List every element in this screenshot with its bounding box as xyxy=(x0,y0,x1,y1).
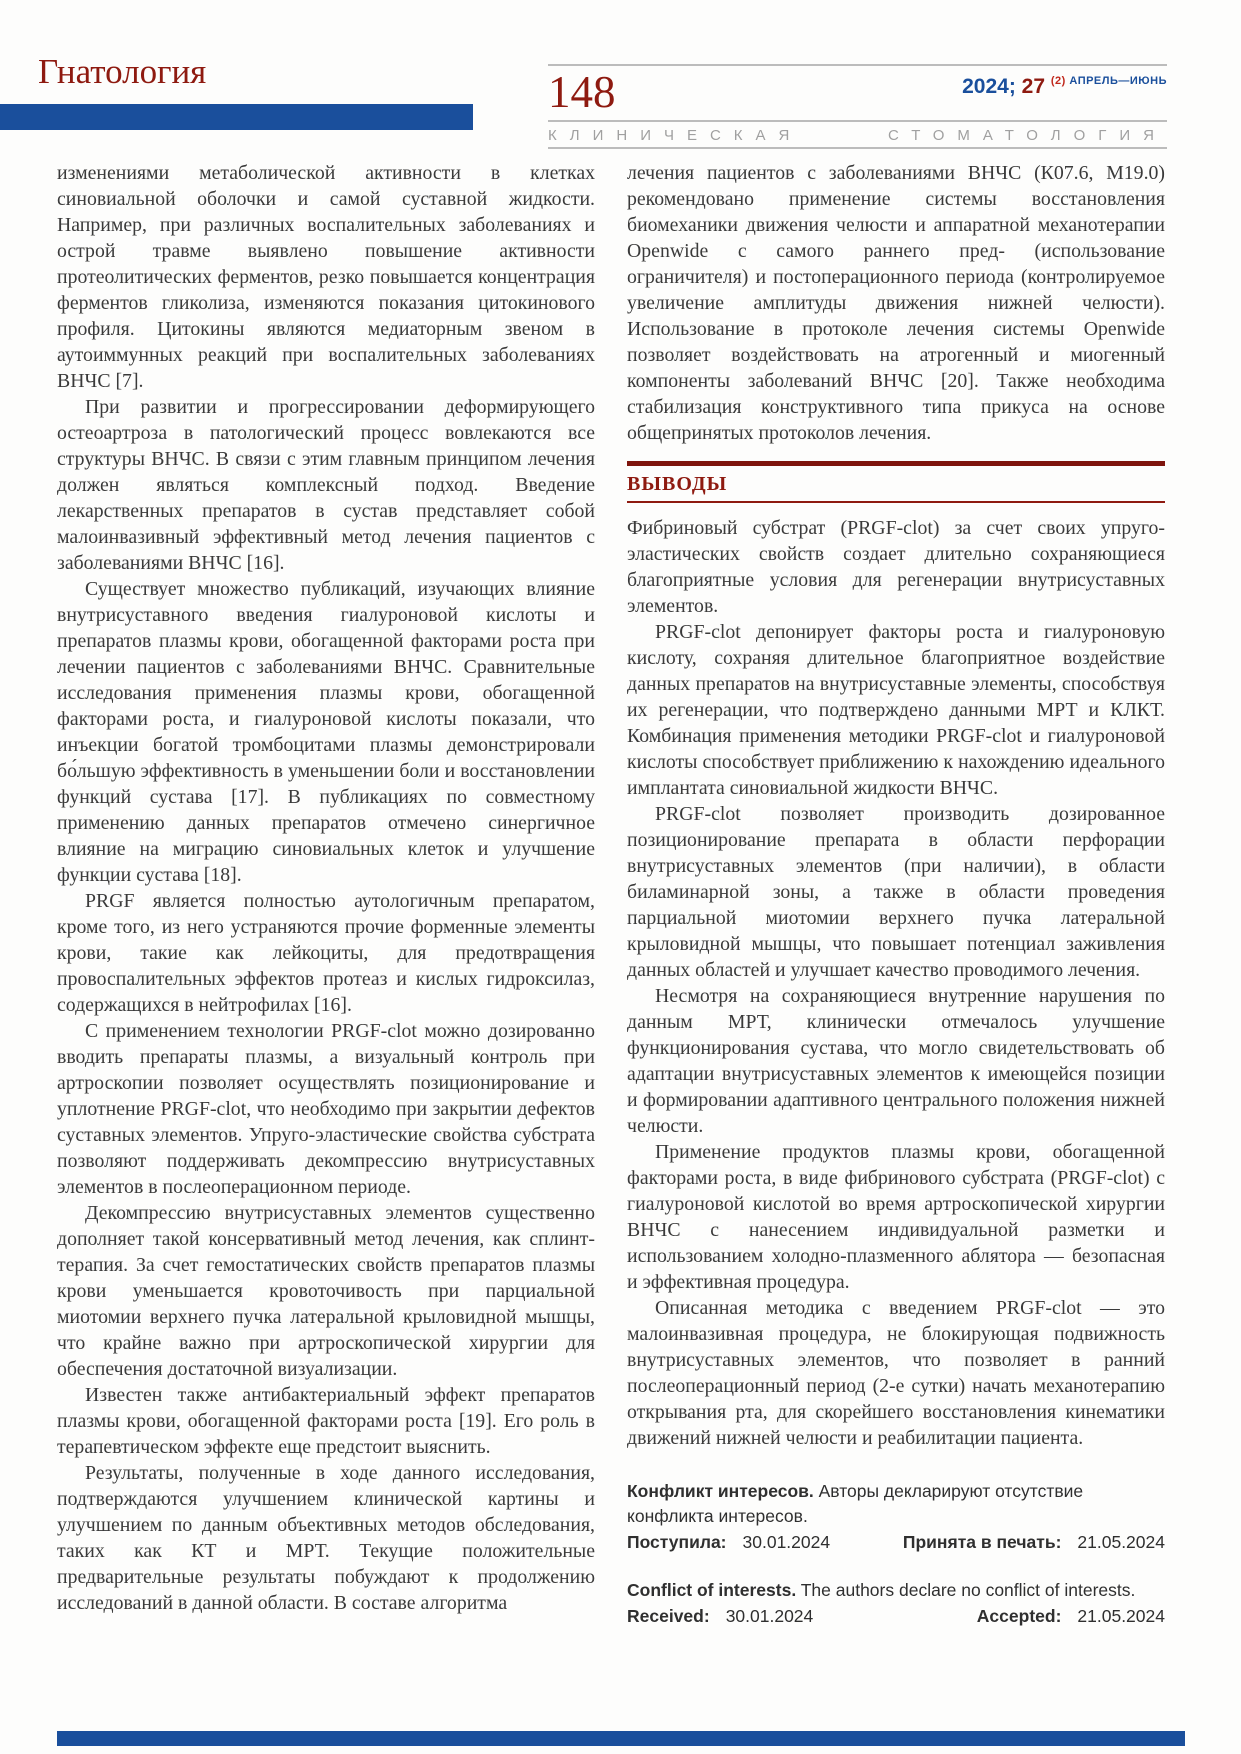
dates-row-en xyxy=(627,1604,1165,1629)
header-masthead xyxy=(548,64,1167,149)
paragraph: С применением технологии PRGF-clot можно дозированно вводить препараты плазмы, а визуальный контроль при артроскопии позволяет осуществлять позиционирование и уплотнение PRGF-clot, что необходимо при закрытии дефектов суставных элементов. Упруго-эластические свойства субстрата позволяют поддерживать декомпрессию внутрисуставных элементов в послеоперационном периоде. xyxy=(57,1020,595,1198)
received-ru xyxy=(627,1530,830,1555)
paragraph: Описанная методика с введением PRGF-clot — это малоинвазивная процедура, не блокирующая подвижность внутрисуставных элементов, что позволяет в ранний послеоперационный период (2-е сутки) начать механотерапию открывания рта, для скорейшего восстановления кинематики движений нижней челюсти и реабилитации пациента. xyxy=(627,1297,1165,1449)
section-title: Гнатология xyxy=(38,52,207,91)
footer-meta xyxy=(627,1479,1165,1629)
dates-row-ru xyxy=(627,1530,1165,1555)
masthead-row-page-issue xyxy=(548,64,1167,120)
paragraph: Фибриновый субстрат (PRGF-clot) за счет своих упруго-эластических свойств создает длительно сохраняющиеся благоприятные условия для регенерации внутрисуставных элементов. xyxy=(627,517,1165,617)
paragraph: Результаты, полученные в ходе данного исследования, подтверждаются улучшением клинической картины и улучшением по данным объективных методов обследования, таких как КТ и МРТ. Текущие положительные предварительные результаты побуждают к продолжению исследований в данной области. В составе алгоритма xyxy=(57,1462,595,1614)
article-body xyxy=(57,160,1165,1629)
paragraph: Существует множество публикаций, изучающих влияние внутрисуставного введения гиалуроновой кислоты и препаратов плазмы крови, обогащенной факторами роста при лечении пациентов с заболеваниями ВНЧС. Сравнительные исследования применения плазмы крови, обогащенной факторами роста, и гиалуроновой кислоты показали, что инъекции богатой тромбоцитами плазмы демонстрировали бо́льшую эффективность в уменьшении боли и восстановлении функций сустава [17]. В публикациях по совместному применению данных препаратов отмечено синергичное влияние на миграцию синовиальных клеток и улучшение функции сустава [18]. xyxy=(57,578,595,886)
paragraph: PRGF является полностью аутологичным препаратом, кроме того, из него устраняются прочие форменные элементы крови, такие как лейкоциты, для предотвращения провоспалительных эффектов протеаз и кислых гидроксилаз, содержащихся в нейтрофилах [16]. xyxy=(57,890,595,1016)
paragraph: Декомпрессию внутрисуставных элементов существенно дополняет такой консервативный метод лечения, как сплинт-терапия. За счет гемостатических свойств препаратов плазмы крови уменьшается кровоточивость при парциальной миотомии верхнего пучка латеральной крыловидной мышцы, что крайне важно при артроскопической хирургии для обеспечения достаточной визуализации. xyxy=(57,1202,595,1380)
received-en-label: Received: xyxy=(627,1606,710,1626)
conflict-en-label: Conflict of interests. xyxy=(627,1580,797,1600)
accepted-en-label: Accepted: xyxy=(976,1606,1062,1626)
issue-year: 2024; xyxy=(962,75,1016,98)
accepted-en-date: 21.05.2024 xyxy=(1077,1606,1165,1626)
received-en-date: 30.01.2024 xyxy=(725,1606,814,1626)
received-en xyxy=(627,1604,813,1629)
conflict-ru xyxy=(627,1479,1165,1529)
paragraph: При развитии и прогрессировании деформирующего остеоартроза в патологический процесс вовлекаются все структуры ВНЧС. В связи с этим главным принципом лечения должен являться комплексный подход. Введение лекарственных препаратов в сустав представляет собой малоинвазивный эффективный метод лечения пациентов с заболеваниями ВНЧС [16]. xyxy=(57,396,595,574)
accepted-ru-label: Принята в печать: xyxy=(902,1532,1062,1552)
paragraph: Несмотря на сохраняющиеся внутренние нарушения по данным МРТ, клинически отмечалось улучшение функционирования сустава, что могло свидетельствовать об адаптации внутрисуставных элементов к имеющейся позиции и формировании адаптивного центрального положения нижней челюсти. xyxy=(627,985,1165,1137)
footer-meta-en xyxy=(627,1578,1165,1629)
conflict-en xyxy=(627,1578,1165,1603)
issue-superscript xyxy=(1051,75,1167,87)
issue-months: АПРЕЛЬ—ИЮНЬ xyxy=(1069,75,1167,87)
conflict-en-text: The authors declare no conflict of interests. xyxy=(800,1580,1136,1600)
right-column xyxy=(627,160,1165,1629)
issue-volume: 27 xyxy=(1021,75,1046,98)
received-ru-label: Поступила: xyxy=(627,1532,727,1552)
paragraph: PRGF-clot позволяет производить дозированное позиционирование препарата в области перфорации внутрисуставных элементов (при наличии), в области биламинарной зоны, а также в области проведения парциальной миотомии верхнего пучка латеральной крыловидной мышцы, что повышает потенциал заживления данных областей и улучшает качество проводимого лечения. xyxy=(627,803,1165,981)
journal-name-word1: КЛИНИЧЕСКАЯ xyxy=(548,127,803,144)
accepted-ru xyxy=(903,1530,1165,1555)
issue-number: (2) xyxy=(1050,75,1066,87)
paragraph: PRGF-clot депонирует факторы роста и гиалуроновую кислоту, сохраняя длительное благоприятное воздействие данных препаратов на внутрисуставные элементы, способствуя их регенерации, что подтверждено данными МРТ и КЛКТ. Комбинация применения методики PRGF-clot и гиалуроновой кислоты способствует приближению к нахождению идеального имплантата синовиальной жидкости ВНЧС. xyxy=(627,621,1165,799)
issue-info xyxy=(962,75,1167,99)
paragraph: изменениями метаболической активности в клетках синовиальной оболочки и самой суставной жидкости. Например, при различных воспалительных заболеваниях и острой травме выявлено повышение активности протеолитических ферментов, резко повышается концентрация ферментов гликолиза, изменяются показания цитокинового профиля. Цитокины являются медиаторным звеном в аутоиммунных реакций при воспалительных заболеваниях ВНЧС [7]. xyxy=(57,162,595,392)
received-ru-date: 30.01.2024 xyxy=(742,1532,831,1552)
paragraph: Применение продуктов плазмы крови, обогащенной факторами роста, в виде фибринового субстрата (PRGF-clot) с гиалуроновой кислотой во время артроскопической хирургии ВНЧС с нанесением индивидуальной разметки и использованием холодно-плазменного аблятора — безопасная и эффективная процедура. xyxy=(627,1141,1165,1293)
accepted-ru-date: 21.05.2024 xyxy=(1077,1532,1165,1552)
conclusions-heading-block xyxy=(627,461,1165,503)
right-column-top xyxy=(627,160,1165,446)
accepted-en xyxy=(977,1604,1165,1629)
paragraph: Известен также антибактериальный эффект препаратов плазмы крови, обогащенной факторами роста [19]. Его роль в терапевтическом эффекте еще предстоит выяснить. xyxy=(57,1384,595,1458)
section-title-bar xyxy=(0,104,473,130)
journal-name xyxy=(548,120,1167,149)
conclusions-heading: ВЫВОДЫ xyxy=(627,471,1165,503)
paragraph: лечения пациентов с заболеваниями ВНЧС (К07.6, М19.0) рекомендовано применение системы восстановления биомеханики движения челюсти и аппаратной механотерапии Openwide с самого раннего пред- (использование ограничителя) и постоперационного периода (контролируемое увеличение амплитуды движения нижней челюсти). Использование в протоколе лечения системы Openwide позволяет воздействовать на атрогенный и миогенный компоненты заболеваний ВНЧС [20]. Также необходима стабилизация конструктивного типа прикуса на основе общепринятых протоколов лечения. xyxy=(627,162,1165,444)
conclusions-text xyxy=(627,515,1165,1451)
page-number: 148 xyxy=(548,67,616,117)
left-column xyxy=(57,160,595,1629)
conflict-ru-text: Авторы декларируют отсутствие конфликта интересов. xyxy=(627,1481,1084,1526)
conflict-ru-label: Конфликт интересов. xyxy=(627,1481,814,1501)
bottom-decor-bar xyxy=(57,1731,1185,1746)
journal-name-word2: СТОМАТОЛОГИЯ xyxy=(887,127,1167,144)
